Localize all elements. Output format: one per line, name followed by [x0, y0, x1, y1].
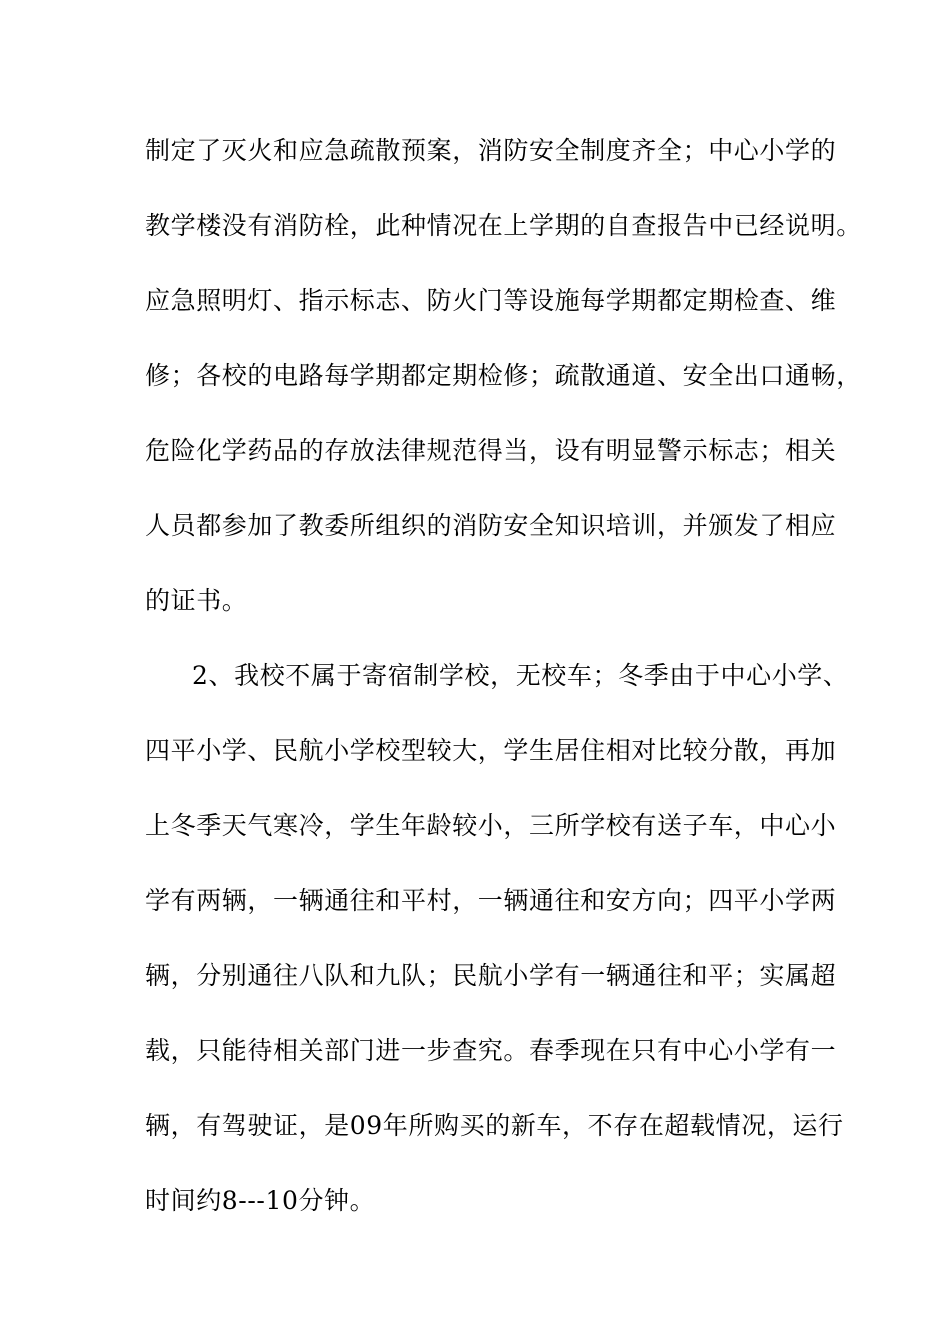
- text-line: 辆，有驾驶证，是09年所购买的新车，不存在超载情况，运行: [145, 1111, 844, 1140]
- text-line: 危险化学药品的存放法律规范得当，设有明显警示标志；相关: [145, 436, 837, 465]
- text-line: 上冬季天气寒冷，学生年龄较小，三所学校有送子车，中心小: [145, 811, 837, 840]
- text-line: 人员都参加了教委所组织的消防安全知识培训，并颁发了相应: [145, 511, 837, 540]
- text-line: 时间约8---10分钟。: [145, 1186, 376, 1215]
- text-line: 修；各校的电路每学期都定期检修；疏散通道、安全出口通畅，: [145, 361, 862, 390]
- text-line: 四平小学、民航小学校型较大，学生居住相对比较分散，再加: [145, 736, 837, 765]
- text-line: 的证书。: [145, 586, 248, 615]
- text-line: 应急照明灯、指示标志、防火门等设施每学期都定期检查、维: [145, 286, 837, 315]
- text-line: 学有两辆，一辆通往和平村，一辆通往和安方向；四平小学两: [145, 886, 837, 915]
- text-line: 辆，分别通往八队和九队；民航小学有一辆通往和平；实属超: [145, 961, 837, 990]
- text-line: 制定了灭火和应急疏散预案，消防安全制度齐全；中心小学的: [145, 136, 837, 165]
- text-line: 载，只能待相关部门进一步查究。春季现在只有中心小学有一: [145, 1036, 837, 1065]
- text-line: 2、我校不属于寄宿制学校，无校车；冬季由于中心小学、: [192, 661, 849, 690]
- text-line: 教学楼没有消防栓，此种情况在上学期的自查报告中已经说明。: [145, 211, 862, 240]
